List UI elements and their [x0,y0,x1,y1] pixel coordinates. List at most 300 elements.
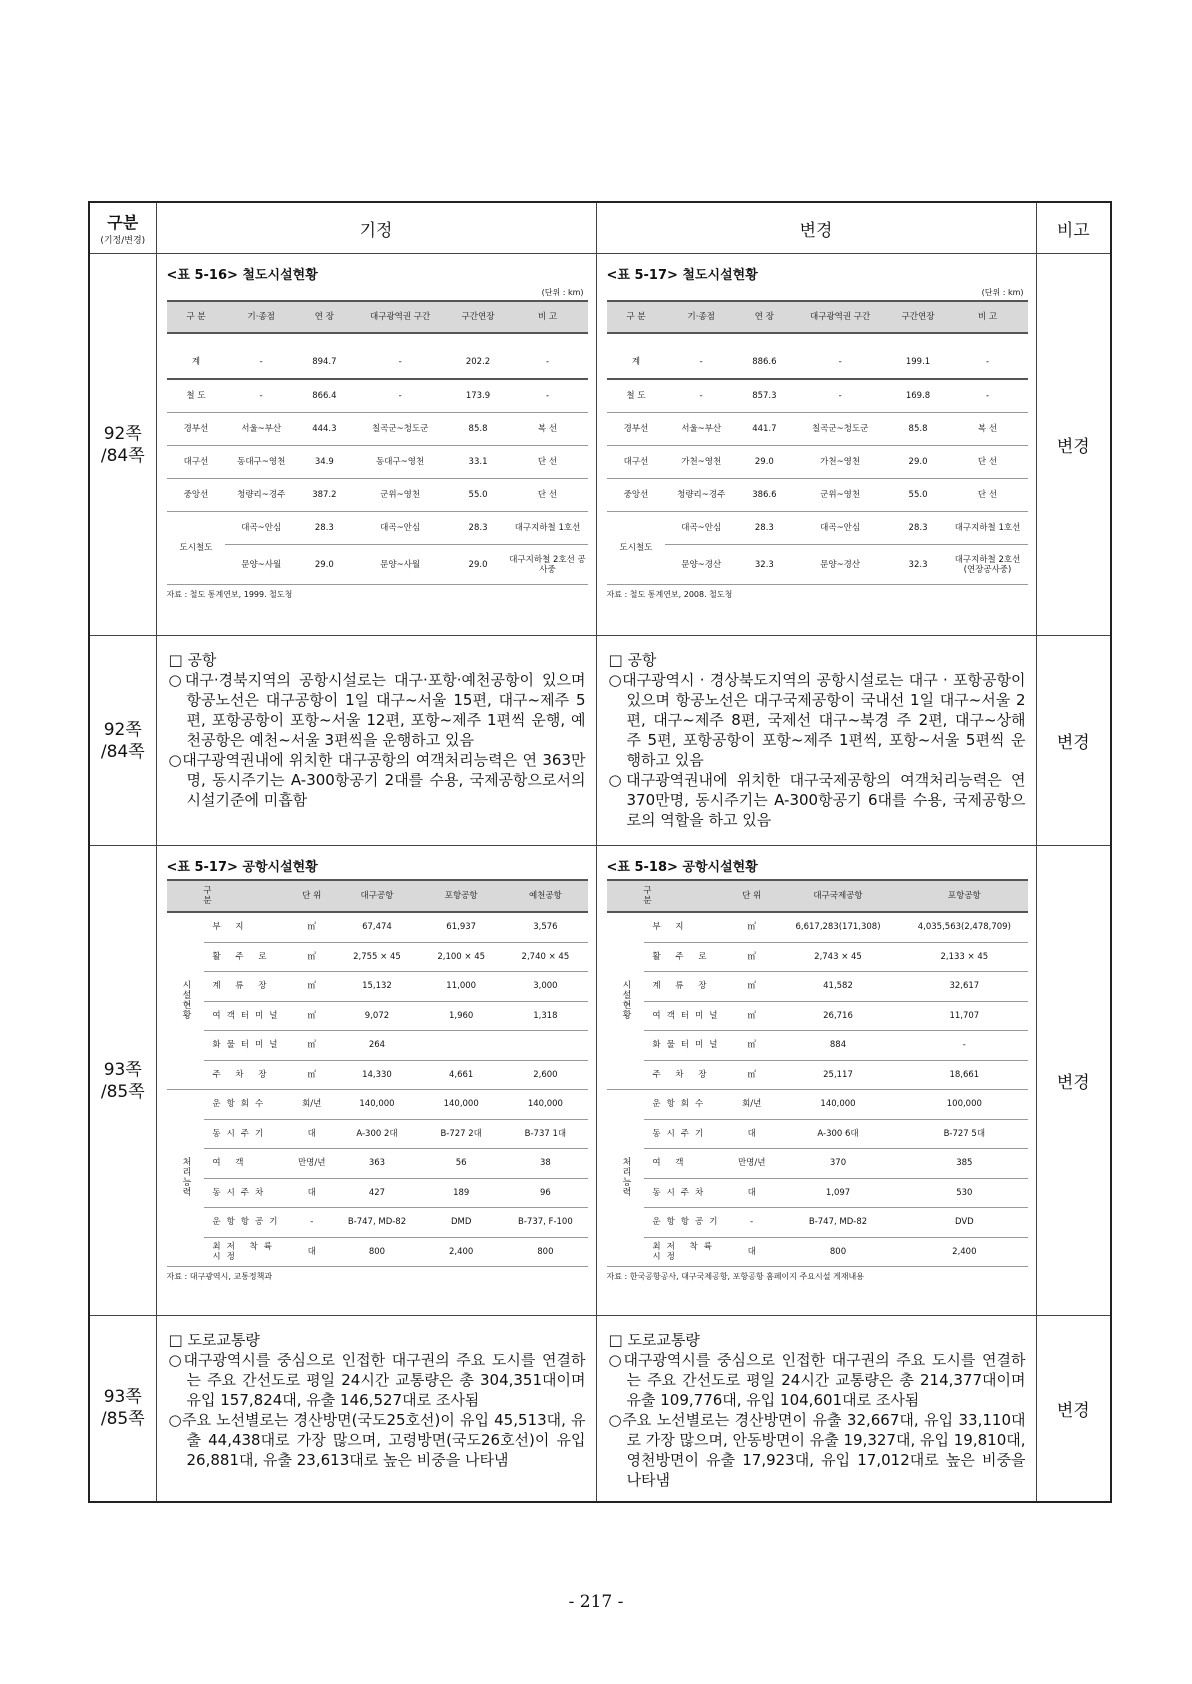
spacer-row [167,333,588,346]
table-cell: DMD [419,1208,503,1238]
airport-text-new [596,636,1036,846]
table-cell: 경부선 [167,413,226,446]
table-row [167,512,588,545]
table-cell: 화물터미널 [644,1031,728,1061]
spacer [167,333,588,346]
table-cell: 최저 착륙 시정 [204,1237,288,1267]
table-cell: B-737 1대 [503,1119,587,1149]
table-cell: 대 [289,1178,335,1208]
table-row [167,942,588,972]
total-row [167,346,588,379]
table-cell: 11,707 [901,1001,1027,1031]
group-label [167,1090,205,1267]
spacer [607,333,1028,346]
table-cell: 여객터미널 [644,1001,728,1031]
comparison-table [88,201,1112,1503]
table-cell: 동대구~영천 [225,446,297,479]
table-cell: 회/년 [289,1090,335,1120]
table-row [607,1090,1028,1120]
column-header: 기·종점 [665,301,737,333]
table-cell: - [792,346,889,379]
column-header: 대구공항 [335,880,419,912]
table-cell: 문양~경산 [665,545,737,585]
table-cell: ㎡ [729,972,775,1002]
table-cell: 85.8 [889,413,948,446]
table-cell: 4,035,563(2,478,709) [901,912,1027,942]
source-note: 자료 : 한국공항공사, 대구국제공항, 포항공항 홈페이지 주요시설 게재내용 [606,1272,864,1281]
table-cell: ㎡ [729,1031,775,1061]
remark: 변경 [1036,254,1111,636]
table-cell: 11,000 [419,972,503,1002]
table-cell: 가천~영천 [665,446,737,479]
bullet-paragraph: ○대구광역시를 중심으로 인접한 대구권의 주요 도시를 연결하는 주요 간선도로 평일 24시간 교통량은 총 214,377대이며 유출 109,776대, 유입 104,601대로 조사됨 [608,1351,1026,1409]
table-cell: 441.7 [737,413,792,446]
bullet-paragraph: ○주요 노선별로는 경산방면이 유출 32,667대, 유입 33,110대로 가장 많으며, 안동방면이 유출 19,327대, 유입 19,810대, 영천방면이 유출 17,923대, 유입 17,012대로 높은 비중을 나타냄 [608,1411,1026,1489]
table-cell: 33.1 [449,446,508,479]
column-header: 구 분 [167,301,226,333]
table-cell: 385 [901,1149,1027,1179]
table-cell: 56 [419,1149,503,1179]
remark: 변경 [1036,1316,1111,1502]
table-row [607,1119,1028,1149]
table-cell: - [225,346,297,379]
header-category [89,202,156,254]
page-ref: 93쪽 /85쪽 [89,1316,156,1502]
table-cell: 활 주 로 [204,942,288,972]
table-row [607,942,1028,972]
table-cell: 140,000 [775,1090,901,1120]
page-ref: 92쪽 /84쪽 [89,254,156,636]
column-header: 예천공항 [503,880,587,912]
table-cell: 34.9 [297,446,352,479]
table-cell: - [352,379,449,413]
table-caption: <표 5-17> 철도시설현황 [606,268,758,283]
table-cell: 대곡~안심 [792,512,889,545]
table-cell: 2,400 [419,1237,503,1267]
table-cell: 운항항공기 [644,1208,728,1238]
column-header: 대구광역권 구간 [352,301,449,333]
table-cell: 140,000 [335,1090,419,1120]
table-cell: 대곡~안심 [225,512,297,545]
table-cell: 29.0 [297,545,352,585]
table-cell: 189 [419,1178,503,1208]
table-cell: 문양~경산 [792,545,889,585]
column-header: 비 고 [507,301,587,333]
table-cell: 대 [729,1119,775,1149]
table-cell: 25,117 [775,1060,901,1090]
table-cell: 884 [775,1031,901,1061]
table-row [167,413,588,446]
column-header: 연 장 [297,301,352,333]
bullet-paragraph: ○대구광역시를 중심으로 인접한 대구권의 주요 도시를 연결하는 주요 간선도로 평일 24시간 교통량은 총 304,351대이며 유입 157,824대, 유출 146,527대로 조사됨 [168,1351,586,1409]
urban-label: 도시철도 [607,512,666,585]
table-cell: 부 지 [204,912,288,942]
table-cell: ㎡ [289,912,335,942]
table-row [607,1237,1028,1267]
table-row [167,1237,588,1267]
table-cell: 운항항공기 [204,1208,288,1238]
table-cell: 대 [729,1237,775,1267]
table-cell: - [947,346,1027,379]
unit-label: (단위 : km) [981,288,1024,297]
header-row [607,301,1028,333]
bullet-paragraph: ○대구광역권내에 위치한 대구국제공항의 여객처리능력은 연 370만명, 동시주기는 A-300항공기 6대를 수용, 국제공항으로의 역할을 하고 있음 [608,771,1026,829]
table-cell: 계 류 장 [204,972,288,1002]
group-label-text: 처리능력 [620,1156,631,1197]
page-ref: 93쪽 /85쪽 [89,846,156,1316]
table-cell: 28.3 [737,512,792,545]
table-cell: 칠곡군~청도군 [352,413,449,446]
table-cell: 96 [503,1178,587,1208]
table-row [607,972,1028,1002]
header-row [89,202,1111,254]
road-text-new [596,1316,1036,1502]
table-cell: 대구지하철 1호선 [947,512,1027,545]
table-cell: ㎡ [289,1060,335,1090]
table-row [167,1149,588,1179]
table-cell: 군위~영천 [352,479,449,512]
table-cell: 복 선 [507,413,587,446]
table-cell: 140,000 [419,1090,503,1120]
table-cell: 대구지하철 2호선 공사중 [507,545,587,585]
table-cell: 28.3 [297,512,352,545]
table-cell: 28.3 [889,512,948,545]
table-cell: - [729,1208,775,1238]
table-cell [419,1031,503,1061]
group-label-text: 시설현황 [620,979,631,1020]
table-row [167,479,588,512]
section-heading: □ 도로교통량 [168,1331,260,1349]
table-cell: - [901,1031,1027,1061]
table-cell: 32.3 [889,545,948,585]
table-cell: 계 [167,346,226,379]
header-row [167,880,588,912]
table-cell: 주 차 장 [204,1060,288,1090]
table-cell: 886.6 [737,346,792,379]
table-row [167,1178,588,1208]
page-number: - 217 - [568,1592,624,1612]
table-cell: 29.0 [889,446,948,479]
table-row [167,1090,588,1120]
column-header: 구 분 [167,880,289,912]
table-cell: 서울~부산 [665,413,737,446]
table-cell: 대구지하철 1호선 [507,512,587,545]
table-cell: 857.3 [737,379,792,413]
table-row [607,413,1028,446]
table-cell: 387.2 [297,479,352,512]
table-cell: 1,318 [503,1001,587,1031]
table-row [607,1031,1028,1061]
table-cell: - [665,346,737,379]
row-rail [89,254,1111,636]
table-cell: 군위~영천 [792,479,889,512]
header-changed: 변경 [596,202,1036,254]
row-airport-text [89,636,1111,846]
table-cell: 단 선 [947,479,1027,512]
table-cell: 6,617,283(171,308) [775,912,901,942]
table-row [607,545,1028,585]
table-cell: 화물터미널 [204,1031,288,1061]
table-cell: 문양~사월 [225,545,297,585]
table-cell: 38 [503,1149,587,1179]
table-cell: 운항회수 [644,1090,728,1120]
table-cell: 1,960 [419,1001,503,1031]
table-cell: 29.0 [737,446,792,479]
table-cell: 15,132 [335,972,419,1002]
table-cell: 29.0 [449,545,508,585]
spacer-row [607,333,1028,346]
rail-table [167,300,588,585]
table-cell: 2,600 [503,1060,587,1090]
airport-table [167,879,588,1267]
table-cell: 칠곡군~청도군 [792,413,889,446]
column-header: 대구국제공항 [775,880,901,912]
table-cell: 18,661 [901,1060,1027,1090]
rail-new-cell [596,254,1036,636]
table-cell: 3,576 [503,912,587,942]
section-heading: □ 도로교통량 [608,1331,700,1349]
group-label [607,912,645,1090]
column-header: 단 위 [729,880,775,912]
table-cell: 활 주 로 [644,942,728,972]
column-header: 단 위 [289,880,335,912]
table-cell: 동대구~영천 [352,446,449,479]
table-cell: 만명/년 [289,1149,335,1179]
table-cell: 386.6 [737,479,792,512]
table-cell: 회/년 [729,1090,775,1120]
road-text-old [156,1316,596,1502]
table-row [607,479,1028,512]
remark: 변경 [1036,846,1111,1316]
table-caption: <표 5-17> 공항시설현황 [166,860,318,875]
urban-label: 도시철도 [167,512,226,585]
table-cell: 199.1 [889,346,948,379]
bullet-paragraph: ○대구광역권내에 위치한 대구공항의 여객처리능력은 연 363만명, 동시주기는 A-300항공기 2대를 수용, 국제공항으로서의 시설기준에 미흡함 [168,751,586,809]
table-cell: 67,474 [335,912,419,942]
table-row [167,379,588,413]
column-header: 포항공항 [419,880,503,912]
air-new-cell [596,846,1036,1316]
table-cell: 대 [289,1119,335,1149]
table-cell: 계 [607,346,666,379]
table-row [607,512,1028,545]
section-heading: □ 공항 [608,651,657,669]
table-cell: 100,000 [901,1090,1027,1120]
table-cell: 28.3 [449,512,508,545]
table-cell: 여 객 [204,1149,288,1179]
table-cell: - [225,379,297,413]
table-cell: ㎡ [729,1001,775,1031]
table-cell: 경부선 [607,413,666,446]
section-heading: □ 공항 [168,651,217,669]
table-cell [503,1031,587,1061]
table-cell: 서울~부산 [225,413,297,446]
table-row [167,972,588,1002]
table-cell: 여 객 [644,1149,728,1179]
table-cell: 32,617 [901,972,1027,1002]
table-cell: 427 [335,1178,419,1208]
table-cell: 26,716 [775,1001,901,1031]
table-cell: 중앙선 [607,479,666,512]
table-cell: 4,661 [419,1060,503,1090]
source-note: 자료 : 철도 통계연보, 2008. 철도청 [606,590,733,599]
table-cell: 2,400 [901,1237,1027,1267]
column-header: 연 장 [737,301,792,333]
table-cell: 2,743 × 45 [775,942,901,972]
header-category-title: 구분 [107,213,139,232]
table-cell: 3,000 [503,972,587,1002]
table-cell: ㎡ [729,1060,775,1090]
row-airport-table [89,846,1111,1316]
table-cell: 169.8 [889,379,948,413]
table-cell: 단 선 [507,479,587,512]
table-cell: 140,000 [503,1090,587,1120]
table-caption: <표 5-16> 철도시설현황 [166,268,318,283]
table-row [607,1178,1028,1208]
table-row [167,1208,588,1238]
table-cell: ㎡ [289,1031,335,1061]
table-cell: ㎡ [289,1001,335,1031]
table-cell: 청량리~경주 [225,479,297,512]
table-cell: B-727 5대 [901,1119,1027,1149]
table-cell: B-747, MD-82 [335,1208,419,1238]
table-cell: 894.7 [297,346,352,379]
table-cell: ㎡ [729,942,775,972]
table-cell: - [792,379,889,413]
table-cell: - [507,379,587,413]
column-header: 구간연장 [889,301,948,333]
table-cell: 동시주기 [204,1119,288,1149]
row-road-text [89,1316,1111,1502]
table-cell: A-300 6대 [775,1119,901,1149]
table-row [607,1208,1028,1238]
table-row [607,1060,1028,1090]
column-header: 포항공항 [901,880,1027,912]
table-cell: 대구선 [607,446,666,479]
table-cell: 대 [289,1237,335,1267]
column-header: 구 분 [607,301,666,333]
table-row [607,1149,1028,1179]
header-category-sub: (기정/변경) [100,236,146,246]
table-row [167,1060,588,1090]
table-cell: 계 류 장 [644,972,728,1002]
table-cell: 2,755 × 45 [335,942,419,972]
remark: 변경 [1036,636,1111,846]
table-cell: 복 선 [947,413,1027,446]
table-cell: 9,072 [335,1001,419,1031]
table-caption: <표 5-18> 공항시설현황 [606,860,758,875]
table-cell: - [947,379,1027,413]
table-cell: B-747, MD-82 [775,1208,901,1238]
table-cell: - [289,1208,335,1238]
table-cell: 철 도 [607,379,666,413]
table-cell: 대곡~안심 [352,512,449,545]
table-cell: 444.3 [297,413,352,446]
header-row [167,301,588,333]
table-cell: 최저 착륙 시정 [644,1237,728,1267]
table-cell: B-737, F-100 [503,1208,587,1238]
table-cell: DVD [901,1208,1027,1238]
rail-old-cell [156,254,596,636]
bullet-paragraph: ○대구·경북지역의 공항시설로는 대구·포항·예천공항이 있으며 항공노선은 대구공항이 1일 대구~서울 15편, 대구~제주 5편, 포항공항이 포항~서울 12편, 포항~제주 1편씩 운행, 예천공항은 예천~서울 3편씩을 운행하고 있음 [168,671,586,749]
table-cell: 2,740 × 45 [503,942,587,972]
source-note: 자료 : 대구광역시, 교통정책과 [166,1272,273,1281]
table-cell: 2,133 × 45 [901,942,1027,972]
table-cell: 264 [335,1031,419,1061]
table-cell: 800 [335,1237,419,1267]
column-header: 대구광역권 구간 [792,301,889,333]
table-cell: 61,937 [419,912,503,942]
table-cell: 청량리~경주 [665,479,737,512]
table-cell: - [507,346,587,379]
table-cell: 운항회수 [204,1090,288,1120]
table-cell: - [665,379,737,413]
table-row [167,912,588,942]
total-row [607,346,1028,379]
table-cell: 대곡~안심 [665,512,737,545]
table-cell: 대구지하철 2호선 (연장공사중) [947,545,1027,585]
column-header: 기·종점 [225,301,297,333]
table-cell: 단 선 [507,446,587,479]
column-header: 비 고 [947,301,1027,333]
table-cell: 800 [775,1237,901,1267]
table-row [167,1031,588,1061]
group-label [607,1090,645,1267]
table-cell: B-727 2대 [419,1119,503,1149]
table-cell: 만명/년 [729,1149,775,1179]
table-cell: 530 [901,1178,1027,1208]
table-row [607,446,1028,479]
source-note: 자료 : 철도 통계연보, 1999. 철도청 [166,590,293,599]
table-cell: 41,582 [775,972,901,1002]
table-cell: 대 [729,1178,775,1208]
header-row [607,880,1028,912]
airport-text-old [156,636,596,846]
table-row [167,545,588,585]
bullet-paragraph: ○대구광역시 · 경상북도지역의 공항시설로는 대구 · 포항공항이 있으며 항공노선은 대구국제공항이 국내선 1일 대구~서울 2편, 대구~제주 8편, 국제선 대구~북경 주 2편, 대구~상해 주 5편, 포항공항이 포항~제주 1편씩, 포항~서울 5편씩 운행하고 있음 [608,671,1026,769]
table-cell: A-300 2대 [335,1119,419,1149]
table-cell: 55.0 [889,479,948,512]
header-remarks: 비고 [1036,202,1111,254]
table-cell: - [352,346,449,379]
table-cell: 55.0 [449,479,508,512]
table-cell: 14,330 [335,1060,419,1090]
table-cell: ㎡ [289,942,335,972]
table-cell: ㎡ [729,912,775,942]
airport-table [607,879,1028,1267]
table-cell: 동시주차 [644,1178,728,1208]
group-label [167,912,205,1090]
table-cell: 202.2 [449,346,508,379]
group-label-text: 시설현황 [180,979,191,1020]
table-row [167,1001,588,1031]
table-cell: 85.8 [449,413,508,446]
table-row [607,912,1028,942]
table-cell: 여객터미널 [204,1001,288,1031]
table-cell: 철 도 [167,379,226,413]
table-row [607,379,1028,413]
table-cell: 370 [775,1149,901,1179]
table-cell: 단 선 [947,446,1027,479]
header-original: 기정 [156,202,596,254]
table-cell: 동시주차 [204,1178,288,1208]
table-row [167,1119,588,1149]
group-label-text: 처리능력 [180,1156,191,1197]
table-cell: 866.4 [297,379,352,413]
table-cell: 가천~영천 [792,446,889,479]
bullet-paragraph: ○주요 노선별로는 경산방면(국도25호선)이 유입 45,513대, 유출 44,438대로 가장 많으며, 고령방면(국도26호선)이 유입 26,881대, 유출 23,613대로 높은 비중을 나타냄 [168,1411,586,1469]
table-cell: 800 [503,1237,587,1267]
